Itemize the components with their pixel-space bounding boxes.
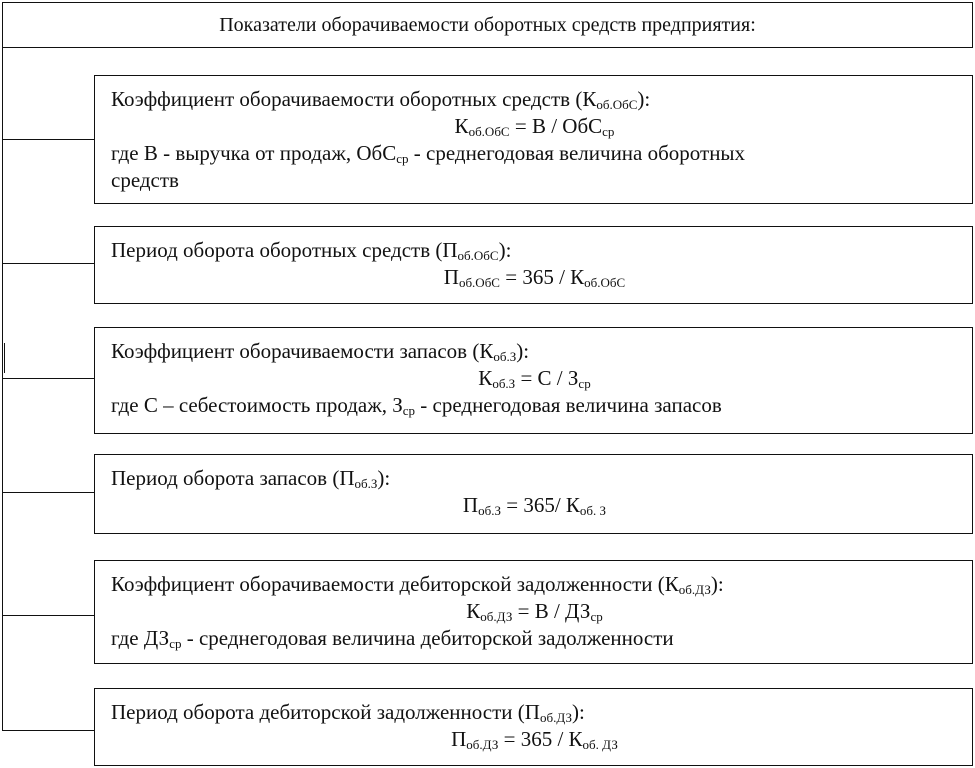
diagram-title: Показатели оборачиваемости оборотных средств предприятия:: [219, 13, 756, 36]
indicator-formula: $К_{об.З} = С / З_{ср}$: [478, 366, 591, 391]
indicator-box-receivables-period: [94, 688, 973, 766]
indicator-name: Коэффициент оборачиваемости дебиторской задолженности $(К_{об.ДЗ})$:: [111, 572, 724, 597]
indicator-box-asset-turnover: [94, 75, 973, 204]
indicator-box-receivables-turnover: [94, 560, 973, 664]
connector-branch-6: [2, 730, 94, 731]
indicator-box-inventory-turnover: [94, 327, 973, 434]
indicator-name: Период оборота оборотных средств $(П_{об.ОбС})$:: [111, 238, 512, 263]
connector-branch-1: [2, 139, 94, 140]
indicator-name: Период оборота дебиторской задолженности $(П_{об.ДЗ})$:: [111, 700, 585, 725]
indicator-box-inventory-period: [94, 454, 973, 534]
indicator-name: Период оборота запасов $(П_{об.З})$:: [111, 466, 391, 491]
indicator-formula: $К_{об.ДЗ} = В / ДЗ_{ср}$: [466, 599, 603, 624]
connector-trunk: [2, 48, 3, 731]
indicator-note: где С – себестоимость продаж, $З_{ср}$ - среднегодовая величина запасов: [111, 393, 722, 418]
connector-branch-4: [2, 492, 94, 493]
indicator-note-continued: средств: [111, 168, 179, 192]
indicator-formula: $П_{об.ОбС} = 365 / К_{об.ОбС}$: [443, 265, 626, 290]
indicator-name: Коэффициент оборачиваемости оборотных средств $(К_{об.ОбС})$:: [111, 87, 651, 112]
connector-branch-3: [2, 378, 94, 379]
indicator-box-asset-period: [94, 226, 973, 304]
indicator-formula: $П_{об.ДЗ} = 365 / К_{об. ДЗ}$: [451, 727, 618, 752]
indicator-formula: $К_{об.ОбС} = В / ОбС_{ср}$: [454, 114, 615, 139]
indicator-note: где $ДЗ_{ср}$ - среднегодовая величина дебиторской задолженности: [111, 626, 674, 651]
connector-branch-2: [2, 263, 94, 264]
indicator-name: Коэффициент оборачиваемости запасов $(К_{об.З})$:: [111, 339, 530, 364]
connector-trunk-mark: [4, 343, 5, 373]
diagram-title-box: [2, 2, 973, 48]
indicator-formula: $П_{об.З} = 365/$ $К_{об. З}$: [462, 493, 607, 518]
connector-branch-5: [2, 615, 94, 616]
indicator-note: где В - выручка от продаж, ОбС$_{ср}$ - среднегодовая величина оборотных: [111, 141, 746, 166]
